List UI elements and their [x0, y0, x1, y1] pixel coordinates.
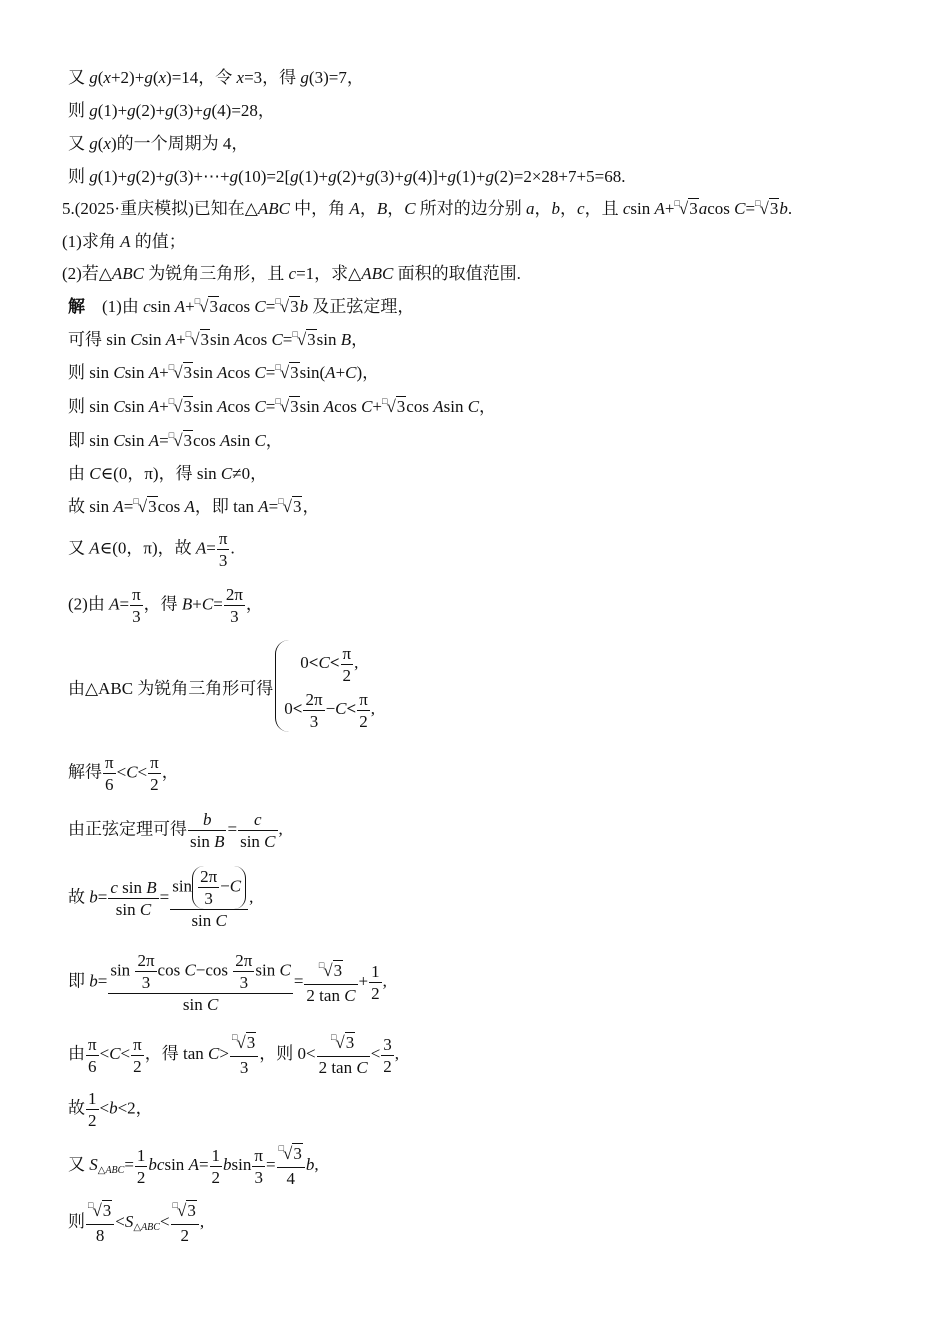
solution-line-7: 故 sin A=□√3cos A，即 tan A=□√3，: [68, 496, 320, 516]
solution-line-17: 又 $S_{\triangle ABC}=$ $\frac{1}{2}$ bcsin A= $\frac{1}{2}$ bsin $\frac{\pi}{3}$ = $\frac{^□√3}{4}$ b,: [68, 1143, 319, 1188]
acute-label: 由△ABC 为锐角三角形可得: [68, 678, 274, 698]
solution-line-1: 解 (1)由 csin A+□√3acos C=□√3b 及正弦定理，: [68, 296, 415, 316]
solution-line-3: 则 sin Csin A+□√3sin Acos C=□√3sin(A+C)，: [68, 362, 380, 382]
solution-line-10: [68, 640, 375, 732]
solution-line-4: 则 sin Csin A+□√3sin Acos C=□√3sin Acos C+□√3cos Asin C，: [68, 396, 497, 416]
solution-line-2: 可得 sin Csin A+□√3sin Acos C=□√3sin B，: [68, 329, 369, 349]
solution-line-18: 则 $\frac{^□√3}{8}$ $<S_{\triangle ABC}<$ $\frac{^□√3}{2}$ ,: [68, 1200, 205, 1245]
solution-line-12: 由正弦定理可得 $\frac{b}{\text{sin B}}$ = $\frac{c}{\text{sin C}}$ ,: [68, 810, 283, 851]
law-of-sines-label: 由正弦定理可得: [68, 819, 187, 839]
solution-line-9: (2)由 A= $\frac{\pi}{3}$ ，得 B+C= $\frac{2\pi}{3}$ ，: [68, 585, 263, 626]
line-3: 又 g(x)的一个周期为 4，: [68, 134, 249, 153]
solution-line-15: 由 $\frac{\pi}{6}$ <C< $\frac{\pi}{2}$ ，得 tan C> $\frac{^□√3}{3}$ ，则 0< $\frac{^□√3}{\text{2 tan C}}$ < $\frac{3}{2}$ ,: [68, 1032, 400, 1077]
solution-line-8: 又 A∈(0，π)，故 A= $\frac{\pi}{3}$ .: [68, 529, 235, 570]
solution-line-5: 即 sin Csin A=□√3cos Asin C，: [68, 430, 283, 450]
line-1: 又 g(x+2)+g(x)=14，令 x=3，得 g(3)=7，: [68, 68, 364, 87]
line-2: 则 g(1)+g(2)+g(3)+g(4)=28，: [68, 101, 275, 120]
solution-line-6: 由 C∈(0，π)，得 sin C≠0，: [68, 464, 268, 483]
solution-line-16: 故 $\frac{1}{2}$ <b<2，: [68, 1089, 153, 1130]
problem-5-part-1: (1)求角 A 的值；: [62, 232, 186, 251]
line-4: 则 g(1)+g(2)+g(3)+⋯+g(10)=2[g(1)+g(2)+g(3)+g(4)]+g(1)+g(2)=2×28+7+5=68.: [68, 167, 626, 186]
solution-line-11: 解得 $\frac{\pi}{6}$ <C< $\frac{\pi}{2}$ ，: [68, 753, 179, 794]
inequality-system: 0<C< $\frac{\pi}{2}$ , 0< $\frac{2\pi}{3}$ −C< $\frac{\pi}{2}$ ,: [275, 640, 375, 732]
solution-line-13: 故 b= $\frac{\text{c sin B}}{\text{sin C}}$ = sin $\frac{2\pi}{3}$ −C sin C ,: [68, 867, 254, 930]
problem-5-statement: 5.(2025·重庆模拟)已知在△ABC 中，角 A，B，C 所对的边分别 a，b，c，且 csin A+□√3acos C=□√3b.: [62, 198, 793, 218]
problem-5-part-2: (2)若△ABC 为锐角三角形，且 c=1，求△ABC 面积的取值范围.: [62, 264, 521, 283]
solution-line-14: 即 b= sin $\frac{2\pi}{3}$ cos C−cos $\frac{2\pi}{3}$ sin C sin C = $\frac{^□√3}{\text{2 tan C}}$ + $\frac{1}{2}$ ,: [68, 951, 387, 1014]
